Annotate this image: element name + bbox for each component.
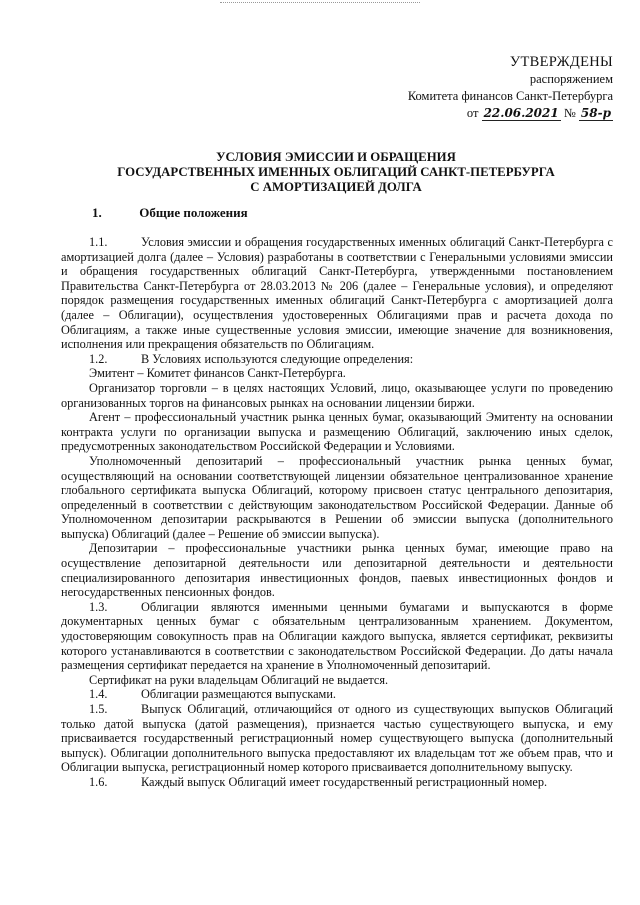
approval-line-1: распоряжением (529, 72, 613, 86)
paragraph (61, 687, 613, 702)
approval-block (408, 54, 613, 122)
paragraph-text: Каждый выпуск Облигаций имеет государственный регистрационный номер. (141, 774, 548, 789)
paragraph (61, 775, 613, 790)
paragraph-number: 1.4. (89, 687, 108, 702)
paragraph-text: Облигации являются именными ценными бумагами и выпускаются в форме документарных ценных бумаг с обязательным централизованным хранением. Документом, удостоверяющим совокупность прав на Облигации каждого выпуска, является сертификат, реквизиты которого устанавливаются в соответствии с законодательством Российской Федерации. До даты начала размещения сертификат передается на хранение в Уполномоченный депозитарий. (61, 599, 613, 673)
approval-line-2: Комитета финансов Санкт-Петербурга (407, 89, 613, 103)
paragraph (61, 410, 613, 454)
section-number: 1. (92, 205, 102, 220)
number-prefix: № (563, 106, 576, 120)
date-prefix: от (466, 106, 479, 120)
paragraph-text: Сертификат на руки владельцам Облигаций не выдается. (89, 672, 389, 687)
title-line-1: УСЛОВИЯ ЭМИССИИ И ОБРАЩЕНИЯ (216, 150, 456, 164)
paragraph-number: 1.2. (89, 351, 108, 366)
top-rule (220, 2, 420, 3)
paragraph (61, 673, 613, 688)
paragraph-number: 1.3. (89, 599, 108, 614)
approval-heading: УТВЕРЖДЕНЫ (509, 54, 613, 70)
approval-dateline (408, 105, 613, 122)
paragraph-text: В Условиях используются следующие определения: (141, 351, 414, 366)
paragraph-number: 1.6. (89, 774, 108, 789)
paragraph-text: Организатор торговли – в целях настоящих Условий, лицо, оказывающее услуги по проведению организованных торгов на финансовых рынках на основании лицензии биржи. (61, 380, 613, 410)
section-title: Общие положения (139, 205, 248, 220)
paragraph-text: Депозитарии – профессиональные участники рынка ценных бумаг, имеющие право на осуществление депозитарной деятельности или депозитарной деятельности и деятельности специализированного депозитария инвестиционных фондов, паевых инвестиционных фондов и негосударственных пенсионных фондов. (61, 541, 613, 600)
paragraph-text: Агент – профессиональный участник рынка ценных бумаг, оказывающий Эмитенту на основании контракта услуги по организации выпуска и размещению Облигаций, заключению иных сделок, предусмотренных законодательством Российской Федерации и Условиями. (61, 410, 613, 454)
paragraph-text: Выпуск Облигаций, отличающийся от одного из существующих выпусков Облигаций только датой выпуска (датой размещения), признается частью существующего выпуска, и ему присваивается государственный регистрационный номер существующего выпуска (дополнительный выпуск). Облигации дополнительного выпуска предоставляют их владельцам тот же объем прав, что и Облигации выпуска, регистрационный номер которого присваивается дополнительному выпуску. (61, 702, 613, 775)
paragraph (61, 235, 613, 352)
paragraph (61, 600, 613, 673)
section-heading (92, 205, 248, 221)
title-line-3: С АМОРТИЗАЦИЕЙ ДОЛГА (250, 180, 422, 194)
paragraph (61, 352, 613, 367)
paragraph-text: Условия эмиссии и обращения государственных именных облигаций Санкт-Петербурга с амортизацией долга (далее – Условия) разработаны в соответствии с Генеральными условиями эмиссии и обращения государственных облигаций Санкт-Петербурга, утвержденными постановлением Правительства Санкт-Петербурга от 28.03.2013 № 206 (далее – Генеральные условия), и определяют порядок размещения государственных именных облигаций Санкт-Петербурга с амортизацией долга (далее – Облигации), осуществления удостоверенных Облигациями прав и расчета дохода по Облигациям, а также иные существенные условия эмиссии, имеющие значение для возникновения, исполнения или прекращения обязательств по Облигациям. (61, 235, 613, 352)
paragraph-text: Эмитент – Комитет финансов Санкт-Петербурга. (89, 366, 346, 381)
document-title (60, 150, 612, 195)
paragraph-number: 1.1. (89, 235, 108, 249)
paragraph-text: Облигации размещаются выпусками. (141, 687, 336, 702)
paragraph (61, 366, 613, 381)
document-body (61, 235, 613, 790)
paragraph-text: Уполномоченный депозитарий – профессиональный участник рынка ценных бумаг, осуществляющий на основании соответствующей лицензии обязательное централизованное хранение глобального сертификата выпуска Облигаций, которому присвоен статус центрального депозитария, определенный в соответствии с действующим законодательством Российской Федерации. Данные об Уполномоченном депозитарии раскрываются в Решении об эмиссии выпуска (дополнительного выпуска) Облигаций (далее – Решение об эмиссии выпуска). (61, 453, 613, 541)
handwritten-date: 22.06.2021 (483, 106, 559, 120)
paragraph (61, 702, 613, 775)
paragraph (61, 454, 613, 542)
title-line-2: ГОСУДАРСТВЕННЫХ ИМЕННЫХ ОБЛИГАЦИЙ САНКТ-ПЕТЕРБУРГА (117, 165, 555, 179)
paragraph (61, 541, 613, 599)
handwritten-number: 58-р (580, 106, 611, 120)
paragraph (61, 381, 613, 410)
paragraph-number: 1.5. (89, 702, 108, 716)
